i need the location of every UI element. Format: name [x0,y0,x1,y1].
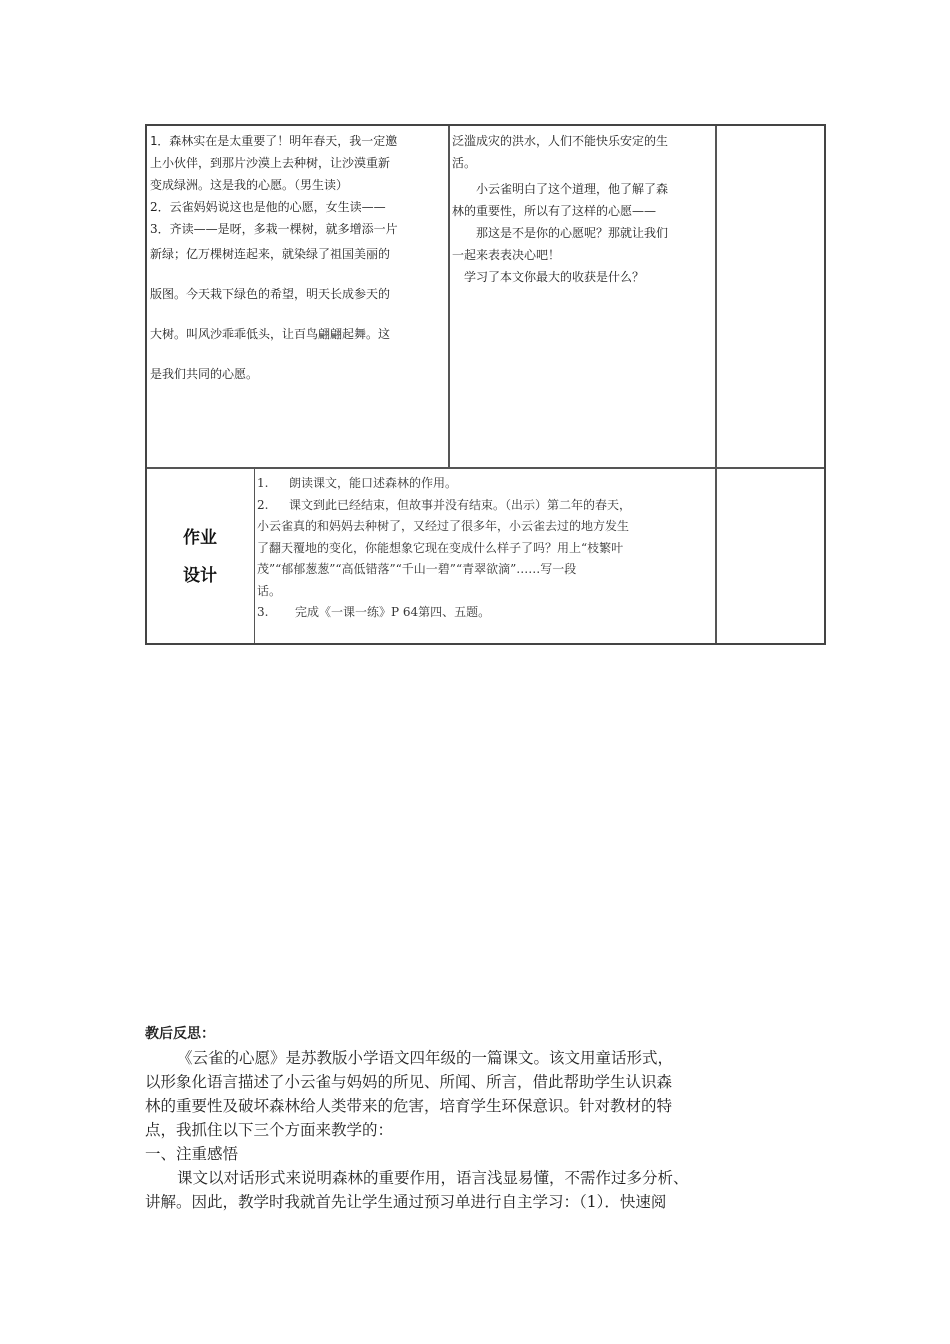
column-divider [448,126,450,467]
text-line: 话。 [257,583,282,598]
homework-item-1 [257,473,715,495]
discussion-cell [452,130,714,288]
lesson-plan-table [145,124,826,645]
text-line: 活。 [452,156,477,170]
homework-item-2 [257,495,715,517]
item-text: 朗读课文，能口述森林的作用。 [289,476,458,490]
item-text: 课文到此已经结束，但故事并没有结束。（出示）第二年的春天， [289,497,632,512]
text-line: 版图。今天栽下绿色的希望，明天长成参天的 [150,287,391,301]
text-line: 1．森林实在是太重要了！明年春天，我一定邀 [150,134,398,148]
text-line: 2．云雀妈妈说这也是他的心愿，女生读—— [150,200,386,214]
text-line: 学习了本文你最大的收获是什么？ [464,270,645,284]
text-line: 茂”“郁郁葱葱”“高低错落”“千山一碧”“青翠欲滴”……写一段 [257,562,577,576]
text-line: 小云雀明白了这个道理，他了解了森 [476,182,669,196]
text-line: 上小伙伴，到那片沙漠上去种树，让沙漠重新 [150,156,391,170]
text-line: 林的重要性及破坏森林给人类带来的危害，培育学生环保意识。针对教材的特 [145,1097,673,1115]
text-line: 那这是不是你的心愿呢？那就让我们 [476,226,669,240]
text-line: 一起来表表决心吧！ [452,248,561,262]
text-line: 《云雀的心愿》是苏教版小学语文四年级的一篇课文。该文用童话形式， [177,1049,674,1067]
column-divider [254,469,255,643]
homework-label [147,471,253,643]
homework-label-line1: 作业 [183,528,217,548]
text-line: 林的重要性，所以有了这样的心愿—— [452,204,657,218]
reflection-title: 教后反思： [145,1026,215,1042]
section-heading: 一、注重感悟 [145,1145,239,1163]
teaching-reflection [145,1022,810,1214]
text-line: 了翻天覆地的变化，你能想象它现在变成什么样子了吗？用上“枝繁叶 [257,540,624,555]
text-line: 点，我抓住以下三个方面来教学的： [145,1121,394,1139]
homework-item-3 [257,602,715,624]
text-line: 泛滥成灾的洪水，人们不能快乐安定的生 [452,134,669,148]
text-line: 讲解。因此，教学时我就首先让学生通过预习单进行自主学习：（1）．快速阅 [145,1193,667,1211]
item-number: 3. [257,605,269,619]
item-number: 2. [257,497,269,512]
text-line: 新绿；亿万棵树连起来，就染绿了祖国美丽的 [150,247,391,261]
homework-label-line2: 设计 [183,566,217,586]
column-divider [715,126,717,643]
homework-content-cell [257,473,715,624]
row-divider [147,467,824,469]
reading-activity-cell [150,130,447,394]
text-line: 是我们共同的心愿。 [150,367,259,381]
text-line: 小云雀真的和妈妈去种树了，又经过了很多年，小云雀去过的地方发生 [257,519,630,533]
item-text: 完成《一课一练》P 64第四、五题。 [295,605,491,619]
text-line: 大树。叫风沙乖乖低头，让百鸟翩翩起舞。这 [150,327,391,341]
text-line: 课文以对话形式来说明森林的重要作用，语言浅显易懂，不需作过多分析、 [177,1169,689,1187]
text-line: 以形象化语言描述了小云雀与妈妈的所见、所闻、所言，借此帮助学生认识森 [145,1073,673,1091]
item-number: 1. [257,476,269,490]
text-line: 3．齐读——是呀，多栽一棵树，就多增添一片 [150,222,398,236]
text-line: 变成绿洲。这是我的心愿。（男生读） [150,178,349,192]
